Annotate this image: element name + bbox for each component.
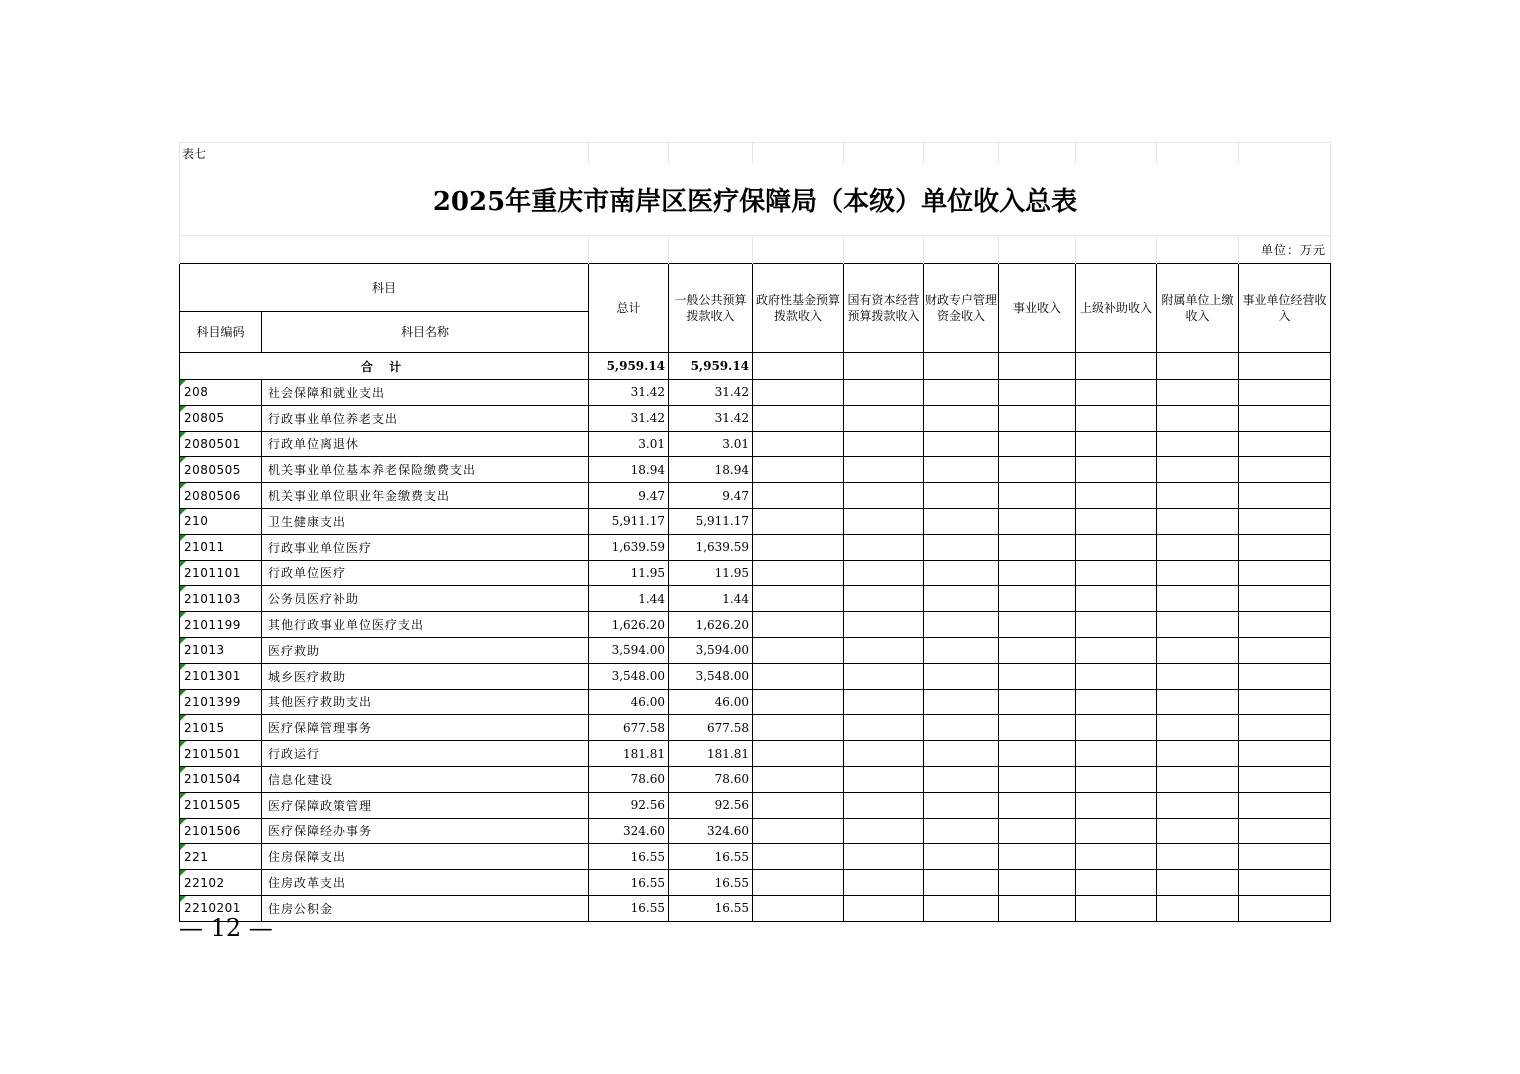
table-row — [180, 380, 1331, 406]
row-name: 城乡医疗救助 — [262, 663, 589, 689]
row-general-budget: 5,911.17 — [669, 508, 753, 534]
row-code: 2101399 — [180, 689, 262, 715]
table-row — [180, 818, 1331, 844]
row-general-budget: 11.95 — [669, 560, 753, 586]
empty-cell — [844, 483, 924, 509]
table-row — [180, 483, 1331, 509]
header-name: 科目名称 — [262, 312, 589, 353]
row-total: 1,626.20 — [589, 612, 669, 638]
row-name: 住房改革支出 — [262, 870, 589, 896]
empty-cell — [753, 534, 844, 560]
table-row — [180, 431, 1331, 457]
row-name: 其他医疗救助支出 — [262, 689, 589, 715]
row-total: 181.81 — [589, 741, 669, 767]
empty-cell — [844, 792, 924, 818]
empty-cell — [924, 457, 999, 483]
empty-cell — [999, 741, 1076, 767]
empty-cell — [753, 844, 844, 870]
row-general-budget: 9.47 — [669, 483, 753, 509]
header-gov-fund: 政府性基金预算拨款收入 — [753, 264, 844, 353]
table-row — [180, 663, 1331, 689]
empty-cell — [1076, 637, 1157, 663]
table-row — [180, 715, 1331, 741]
page-number: — 12 — — [179, 914, 273, 942]
row-general-budget: 31.42 — [669, 405, 753, 431]
empty-cell — [1076, 380, 1157, 406]
row-code: 2101506 — [180, 818, 262, 844]
unit-label: 单位：万元 — [1239, 236, 1331, 264]
empty-cell — [999, 431, 1076, 457]
empty-cell — [1076, 405, 1157, 431]
row-general-budget: 31.42 — [669, 380, 753, 406]
row-code: 210 — [180, 508, 262, 534]
empty-cell — [999, 870, 1076, 896]
empty-cell — [844, 508, 924, 534]
empty-cell — [1076, 870, 1157, 896]
row-name: 信息化建设 — [262, 766, 589, 792]
empty-cell — [753, 612, 844, 638]
row-general-budget: 324.60 — [669, 818, 753, 844]
table-row — [180, 612, 1331, 638]
row-total: 78.60 — [589, 766, 669, 792]
empty-cell — [1076, 483, 1157, 509]
empty-cell — [1157, 508, 1239, 534]
empty-cell — [1239, 792, 1331, 818]
row-code: 2101101 — [180, 560, 262, 586]
empty-cell — [1239, 612, 1331, 638]
empty-cell — [924, 380, 999, 406]
row-total: 46.00 — [589, 689, 669, 715]
row-name: 行政单位离退休 — [262, 431, 589, 457]
empty-cell — [924, 612, 999, 638]
total-total: 5,959.14 — [589, 353, 669, 380]
empty-cell — [1239, 560, 1331, 586]
row-code: 22102 — [180, 870, 262, 896]
header-business: 事业收入 — [999, 264, 1076, 353]
empty-cell — [1239, 508, 1331, 534]
row-code: 2101501 — [180, 741, 262, 767]
empty-cell — [924, 689, 999, 715]
row-total: 9.47 — [589, 483, 669, 509]
row-code: 21015 — [180, 715, 262, 741]
empty-cell — [753, 508, 844, 534]
empty-cell — [1157, 715, 1239, 741]
empty-cell — [999, 534, 1076, 560]
row-name: 公务员医疗补助 — [262, 586, 589, 612]
empty-cell — [1157, 380, 1239, 406]
header-code: 科目编码 — [180, 312, 262, 353]
empty-cell — [753, 741, 844, 767]
empty-cell — [1157, 405, 1239, 431]
table-row — [180, 870, 1331, 896]
header-affiliate: 附属单位上缴收入 — [1157, 264, 1239, 353]
table-row — [180, 844, 1331, 870]
unit-row — [180, 236, 1331, 264]
empty-cell — [1076, 534, 1157, 560]
empty-cell — [844, 586, 924, 612]
header-subject: 科目 — [180, 264, 589, 312]
sheet-tag-row — [180, 143, 1331, 164]
empty-cell — [1157, 560, 1239, 586]
table-row — [180, 792, 1331, 818]
empty-cell — [924, 818, 999, 844]
empty-cell — [924, 586, 999, 612]
row-total: 16.55 — [589, 844, 669, 870]
empty-cell — [999, 689, 1076, 715]
empty-cell — [999, 457, 1076, 483]
empty-cell — [999, 586, 1076, 612]
empty-cell — [844, 715, 924, 741]
empty-cell — [1157, 792, 1239, 818]
row-name: 住房公积金 — [262, 895, 589, 921]
empty-cell — [844, 766, 924, 792]
row-total: 3.01 — [589, 431, 669, 457]
empty-cell — [1157, 431, 1239, 457]
row-code: 21013 — [180, 637, 262, 663]
title-row — [180, 164, 1331, 236]
header-row-1 — [180, 264, 1331, 312]
empty-cell — [1157, 483, 1239, 509]
row-name: 卫生健康支出 — [262, 508, 589, 534]
empty-cell — [753, 457, 844, 483]
row-code: 2101505 — [180, 792, 262, 818]
empty-cell — [1239, 844, 1331, 870]
empty-cell — [924, 431, 999, 457]
row-name: 医疗保障政策管理 — [262, 792, 589, 818]
empty-cell — [844, 895, 924, 921]
header-state-capital: 国有资本经营预算拨款收入 — [844, 264, 924, 353]
income-summary-table — [179, 142, 1331, 922]
row-name: 社会保障和就业支出 — [262, 380, 589, 406]
row-code: 208 — [180, 380, 262, 406]
empty-cell — [1239, 405, 1331, 431]
empty-cell — [1076, 612, 1157, 638]
empty-cell — [753, 818, 844, 844]
empty-cell — [1076, 844, 1157, 870]
empty-cell — [1076, 741, 1157, 767]
empty-cell — [844, 689, 924, 715]
row-name: 其他行政事业单位医疗支出 — [262, 612, 589, 638]
empty-cell — [844, 380, 924, 406]
empty-cell — [1076, 560, 1157, 586]
empty-cell — [1157, 844, 1239, 870]
empty-cell — [999, 766, 1076, 792]
row-code: 2101504 — [180, 766, 262, 792]
empty-cell — [924, 766, 999, 792]
empty-cell — [1157, 457, 1239, 483]
table-row — [180, 508, 1331, 534]
empty-cell — [999, 612, 1076, 638]
row-name: 机关事业单位职业年金缴费支出 — [262, 483, 589, 509]
empty-cell — [1157, 663, 1239, 689]
empty-cell — [1239, 870, 1331, 896]
row-name: 行政事业单位医疗 — [262, 534, 589, 560]
sheet-tag: 表七 — [180, 143, 589, 164]
empty-cell — [1076, 431, 1157, 457]
empty-cell — [1239, 818, 1331, 844]
row-total: 324.60 — [589, 818, 669, 844]
empty-cell — [1239, 689, 1331, 715]
row-total: 16.55 — [589, 895, 669, 921]
row-general-budget: 16.55 — [669, 895, 753, 921]
row-total: 16.55 — [589, 870, 669, 896]
empty-cell — [753, 405, 844, 431]
row-general-budget: 92.56 — [669, 792, 753, 818]
empty-cell — [999, 637, 1076, 663]
empty-cell — [924, 715, 999, 741]
row-total: 31.42 — [589, 380, 669, 406]
empty-cell — [999, 792, 1076, 818]
empty-cell — [1239, 715, 1331, 741]
row-total: 3,594.00 — [589, 637, 669, 663]
empty-cell — [1157, 895, 1239, 921]
row-name: 机关事业单位基本养老保险缴费支出 — [262, 457, 589, 483]
row-code: 2080501 — [180, 431, 262, 457]
empty-cell — [844, 663, 924, 689]
empty-cell — [1157, 637, 1239, 663]
empty-cell — [1239, 483, 1331, 509]
row-code: 221 — [180, 844, 262, 870]
table-row — [180, 766, 1331, 792]
empty-cell — [924, 895, 999, 921]
empty-cell — [1239, 457, 1331, 483]
empty-cell — [753, 895, 844, 921]
empty-cell — [924, 792, 999, 818]
empty-cell — [844, 818, 924, 844]
table-row — [180, 560, 1331, 586]
empty-cell — [1076, 586, 1157, 612]
row-name: 行政运行 — [262, 741, 589, 767]
empty-cell — [753, 560, 844, 586]
row-general-budget: 78.60 — [669, 766, 753, 792]
empty-cell — [753, 766, 844, 792]
empty-cell — [844, 637, 924, 663]
empty-cell — [1157, 741, 1239, 767]
empty-cell — [924, 870, 999, 896]
row-total: 3,548.00 — [589, 663, 669, 689]
row-name: 行政单位医疗 — [262, 560, 589, 586]
empty-cell — [844, 870, 924, 896]
table-row — [180, 586, 1331, 612]
row-total: 677.58 — [589, 715, 669, 741]
empty-cell — [924, 483, 999, 509]
table-row — [180, 534, 1331, 560]
empty-cell — [999, 663, 1076, 689]
empty-cell — [924, 637, 999, 663]
empty-cell — [1239, 431, 1331, 457]
empty-cell — [1076, 792, 1157, 818]
empty-cell — [753, 689, 844, 715]
table-row — [180, 895, 1331, 921]
empty-cell — [1239, 895, 1331, 921]
empty-cell — [1157, 818, 1239, 844]
total-row — [180, 353, 1331, 380]
empty-cell — [1157, 870, 1239, 896]
total-general-budget: 5,959.14 — [669, 353, 753, 380]
table-row — [180, 741, 1331, 767]
table-title: 2025年重庆市南岸区医疗保障局（本级）单位收入总表 — [180, 164, 1331, 236]
empty-cell — [1076, 689, 1157, 715]
table-row — [180, 637, 1331, 663]
row-total: 5,911.17 — [589, 508, 669, 534]
row-name: 住房保障支出 — [262, 844, 589, 870]
empty-cell — [1076, 457, 1157, 483]
empty-cell — [924, 663, 999, 689]
empty-cell — [924, 508, 999, 534]
row-general-budget: 1,639.59 — [669, 534, 753, 560]
empty-cell — [753, 870, 844, 896]
empty-cell — [1239, 637, 1331, 663]
header-total: 总计 — [589, 264, 669, 353]
row-code: 2080506 — [180, 483, 262, 509]
empty-cell — [924, 844, 999, 870]
table-row — [180, 457, 1331, 483]
empty-cell — [924, 405, 999, 431]
row-total: 92.56 — [589, 792, 669, 818]
row-general-budget: 1,626.20 — [669, 612, 753, 638]
empty-cell — [999, 715, 1076, 741]
data-rows — [180, 380, 1331, 922]
row-general-budget: 677.58 — [669, 715, 753, 741]
row-code: 2101103 — [180, 586, 262, 612]
empty-cell — [844, 534, 924, 560]
empty-cell — [844, 405, 924, 431]
empty-cell — [1239, 586, 1331, 612]
empty-cell — [1239, 380, 1331, 406]
row-name: 医疗救助 — [262, 637, 589, 663]
empty-cell — [1157, 689, 1239, 715]
empty-cell — [1076, 715, 1157, 741]
empty-cell — [999, 380, 1076, 406]
empty-cell — [1239, 766, 1331, 792]
empty-cell — [1076, 663, 1157, 689]
empty-cell — [1076, 508, 1157, 534]
empty-cell — [999, 895, 1076, 921]
empty-cell — [844, 612, 924, 638]
empty-cell — [753, 637, 844, 663]
empty-cell — [1157, 612, 1239, 638]
row-general-budget: 3,594.00 — [669, 637, 753, 663]
row-total: 11.95 — [589, 560, 669, 586]
empty-cell — [753, 483, 844, 509]
row-code: 2101301 — [180, 663, 262, 689]
row-general-budget: 16.55 — [669, 844, 753, 870]
row-general-budget: 46.00 — [669, 689, 753, 715]
empty-cell — [1076, 818, 1157, 844]
empty-cell — [753, 792, 844, 818]
header-operating: 事业单位经营收入 — [1239, 264, 1331, 353]
row-total: 18.94 — [589, 457, 669, 483]
empty-cell — [999, 844, 1076, 870]
empty-cell — [753, 663, 844, 689]
empty-cell — [753, 431, 844, 457]
row-general-budget: 18.94 — [669, 457, 753, 483]
empty-cell — [1239, 663, 1331, 689]
empty-cell — [844, 457, 924, 483]
empty-cell — [1076, 766, 1157, 792]
row-total: 31.42 — [589, 405, 669, 431]
total-label: 合 计 — [180, 353, 589, 380]
empty-cell — [924, 534, 999, 560]
empty-cell — [753, 586, 844, 612]
empty-cell — [1157, 586, 1239, 612]
table-row — [180, 405, 1331, 431]
empty-cell — [999, 560, 1076, 586]
empty-cell — [924, 560, 999, 586]
header-general-budget: 一般公共预算拨款收入 — [669, 264, 753, 353]
row-total: 1.44 — [589, 586, 669, 612]
table-row — [180, 689, 1331, 715]
empty-cell — [999, 508, 1076, 534]
empty-cell — [1157, 766, 1239, 792]
header-subsidy: 上级补助收入 — [1076, 264, 1157, 353]
empty-cell — [753, 380, 844, 406]
empty-cell — [753, 715, 844, 741]
row-general-budget: 3.01 — [669, 431, 753, 457]
row-general-budget: 16.55 — [669, 870, 753, 896]
header-special-fund: 财政专户管理资金收入 — [924, 264, 999, 353]
row-name: 医疗保障经办事务 — [262, 818, 589, 844]
row-code: 20805 — [180, 405, 262, 431]
empty-cell — [844, 431, 924, 457]
row-total: 1,639.59 — [589, 534, 669, 560]
row-name: 行政事业单位养老支出 — [262, 405, 589, 431]
empty-cell — [844, 741, 924, 767]
row-general-budget: 3,548.00 — [669, 663, 753, 689]
empty-cell — [844, 844, 924, 870]
row-general-budget: 1.44 — [669, 586, 753, 612]
empty-cell — [999, 818, 1076, 844]
row-code: 21011 — [180, 534, 262, 560]
empty-cell — [924, 741, 999, 767]
empty-cell — [999, 483, 1076, 509]
row-code: 2101199 — [180, 612, 262, 638]
empty-cell — [1239, 741, 1331, 767]
empty-cell — [1157, 534, 1239, 560]
empty-cell — [999, 405, 1076, 431]
row-code: 2210201 — [180, 895, 262, 921]
empty-cell — [1239, 534, 1331, 560]
row-general-budget: 181.81 — [669, 741, 753, 767]
row-name: 医疗保障管理事务 — [262, 715, 589, 741]
empty-cell — [844, 560, 924, 586]
row-code: 2080505 — [180, 457, 262, 483]
empty-cell — [1076, 895, 1157, 921]
